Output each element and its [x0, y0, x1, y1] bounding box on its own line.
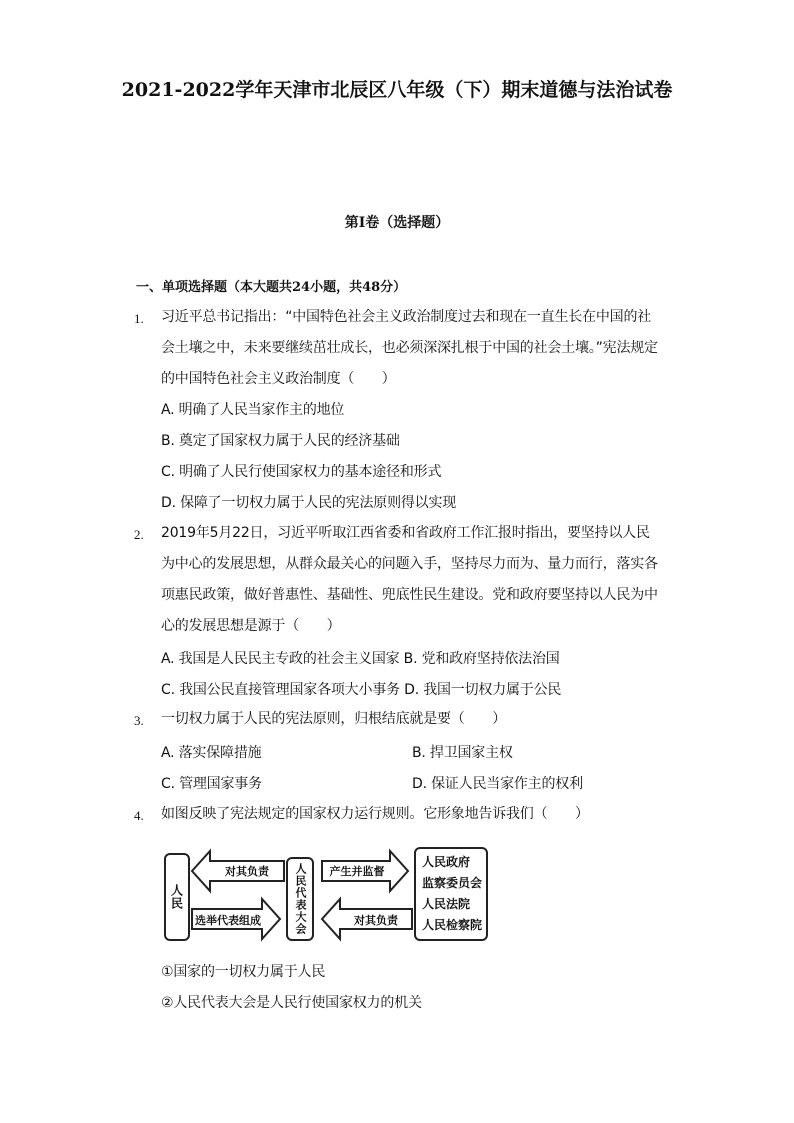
question-number: 3. [134, 713, 144, 728]
part-heading: 一、单项选择题（本大题共24小题，共48分） [136, 280, 407, 295]
organ-supervisory: 监察委员会 [422, 876, 483, 890]
page-title: 2021-2022学年天津市北辰区八年级（下）期末道德与法治试卷 [121, 79, 673, 101]
state-organs-box [414, 847, 488, 941]
option: A. 我国是人民民主专政的社会主义国家 B. 党和政府坚持依法治国 [161, 651, 560, 667]
option: B. 奠定了国家权力属于人民的经济基础 [161, 433, 400, 449]
label-elect-representatives: 选举代表组成 [195, 914, 261, 927]
option: A. 落实保障措施 [161, 745, 262, 761]
statement: ①国家的一切权力属于人民 [161, 964, 326, 980]
option: C. 我国公民直接管理国家各项大小事务 D. 我国一切权力属于公民 [161, 682, 562, 698]
question-text: 如图反映了宪法规定的国家权力运行规则。它形象地告诉我们（ ） [161, 806, 589, 822]
people-box [164, 853, 190, 941]
question-text: 一切权力属于人民的宪法原则，归根结底就是要（ ） [161, 711, 506, 727]
question-number: 4. [134, 808, 144, 823]
congress-box [286, 857, 314, 941]
option: C. 明确了人民行使国家权力的基本途径和形式 [161, 464, 442, 480]
organ-court: 人民法院 [422, 897, 471, 911]
question-number: 1. [134, 311, 144, 326]
option: B. 捍卫国家主权 [412, 745, 513, 761]
question-text: 2019年5月22日，习近平听取江西省委和省政府工作汇报时指出，要坚持以人民为中心的发展思想，从群众最关心的问题入手，坚持尽力而为、量力而行，落实各项惠民政策，做好普惠性、基础性、兜底性民生建设。党和政府要坚持以人民为中心的发展思想是源于（ ） [161, 525, 658, 634]
organ-procuratorate: 人民检察院 [422, 918, 483, 932]
option: D. 保障了一切权力属于人民的宪法原则得以实现 [161, 495, 457, 511]
question-number: 2. [134, 527, 144, 542]
option: A. 明确了人民当家作主的地位 [161, 402, 345, 418]
option: D. 保证人民当家作主的权利 [412, 776, 583, 792]
label-responsible-to-people: 对其负责 [225, 865, 269, 878]
option: C. 管理国家事务 [161, 776, 262, 792]
statement: ②人民代表大会是人民行使国家权力的机关 [161, 995, 422, 1011]
section-title: 第I卷（选择题） [344, 215, 450, 231]
congress-label: 人民代表大会 [294, 863, 307, 935]
label-responsible-to-congress: 对其负责 [354, 914, 398, 927]
question-text: 习近平总书记指出：“中国特色社会主义政治制度过去和现在一直生长在中国的社会土壤之中，未来要继续茁壮成长，也必须深深扎根于中国的社会土壤。”宪法规定的中国特色社会主义政治制度（ ） [161, 309, 658, 387]
organ-government: 人民政府 [422, 855, 471, 869]
power-structure-diagram [164, 845, 490, 943]
label-produce-and-supervise: 产生并监督 [329, 865, 385, 878]
people-label: 人民 [169, 884, 184, 910]
